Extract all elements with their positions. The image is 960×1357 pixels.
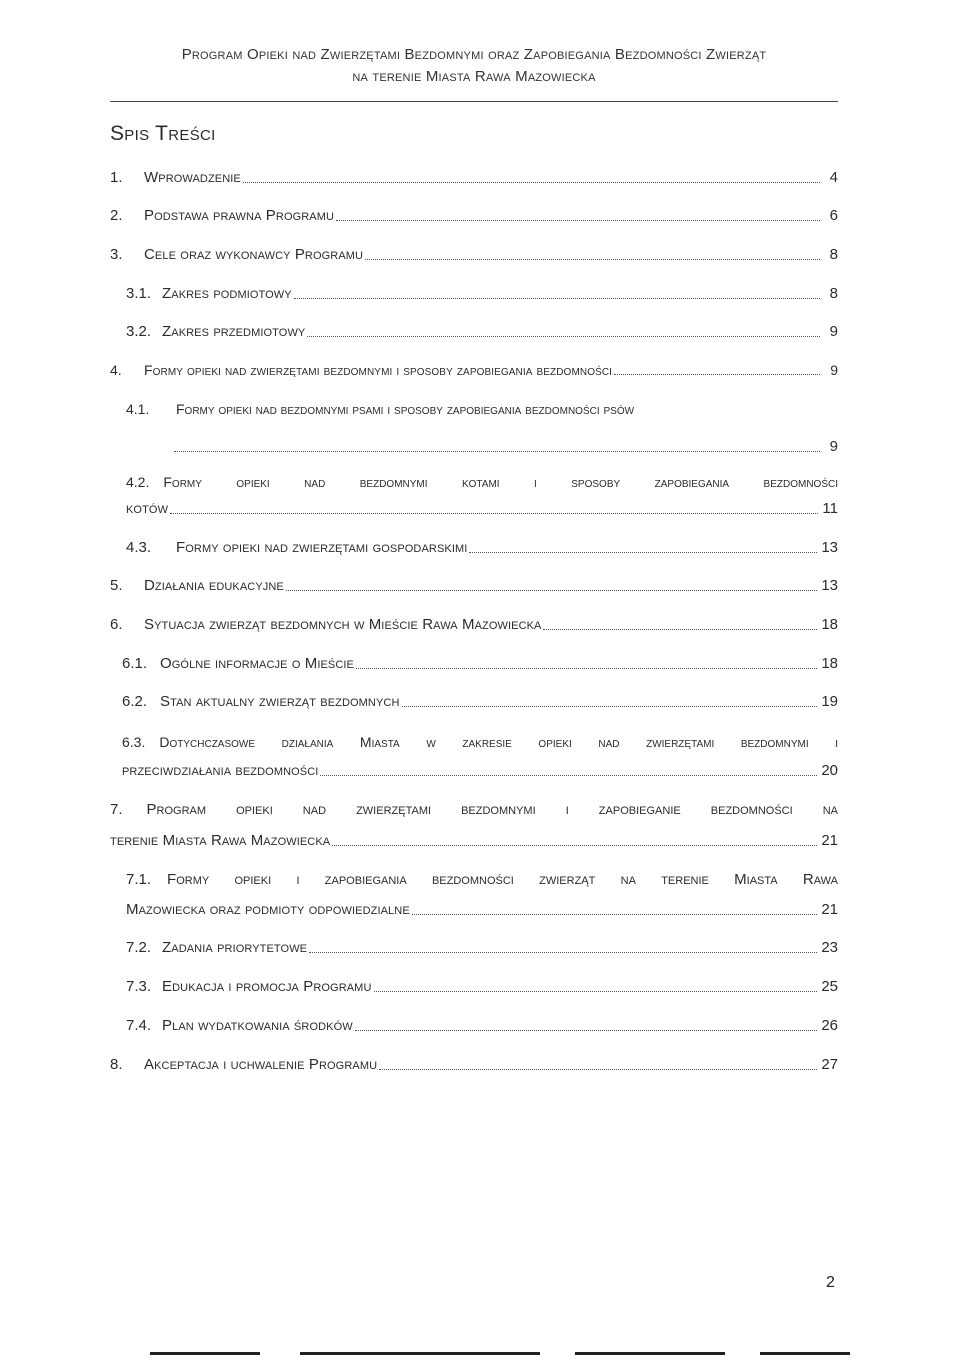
dot-leader [170, 513, 818, 514]
dot-leader [412, 914, 818, 915]
toc-entry-number: 6.2. [122, 693, 148, 710]
toc-entry-page: 21 [821, 901, 838, 918]
toc-entry-number: 3.1. [126, 285, 152, 302]
toc-entry-text: Dotychczasowe działania Miasta w zakresie opieki nad zwierzętami bezdomnymi i [159, 734, 838, 750]
toc-entry-text: Formy opieki nad zwierzętami gospodarskimi [176, 539, 468, 556]
dot-leader [543, 629, 817, 630]
toc-entry-text: Stan aktualny zwierząt bezdomnych [160, 693, 400, 710]
toc-entry[interactable] [122, 692, 838, 712]
toc-entry[interactable] [110, 615, 838, 635]
dot-leader [243, 182, 820, 183]
dot-leader [332, 845, 817, 846]
toc-entry-text: Sytuacja zwierząt bezdomnych w Mieście Rawa Mazowiecka [144, 616, 542, 633]
toc-entry-page: 25 [821, 978, 838, 995]
toc-entry-text: Formy opieki nad bezdomnymi psami i sposoby zapobiegania bezdomności psów [176, 401, 635, 417]
toc-entry-first-line[interactable] [126, 399, 634, 419]
toc-entry-text: terenie Miasta Rawa Mazowiecka [110, 832, 331, 849]
toc-entry-continuation[interactable] [126, 900, 838, 920]
toc-entry-text: Formy opieki i zapobiegania bezdomności zwierząt na terenie Miasta Rawa [167, 871, 838, 888]
toc-entry-text: Formy opieki nad bezdomnymi kotami i sposoby zapobiegania bezdomności [163, 474, 838, 490]
toc-entry-number: 2. [110, 207, 123, 224]
toc-entry-number: 3. [110, 246, 123, 263]
toc-entry[interactable] [126, 322, 838, 342]
toc-entry-number: 6.1. [122, 655, 148, 672]
toc-entry-continuation[interactable] [110, 831, 838, 851]
toc-entry-number: 4.2. [126, 474, 150, 490]
dot-leader [374, 991, 818, 992]
toc-entry-number: 7.3. [126, 978, 152, 995]
dot-leader [402, 706, 818, 707]
toc-entry-page: 21 [821, 832, 838, 849]
dot-leader [286, 590, 817, 591]
toc-entry-continuation[interactable] [126, 499, 838, 519]
dot-leader [356, 668, 817, 669]
toc-entry-page: 4 [829, 169, 838, 186]
dot-leader [379, 1069, 817, 1070]
toc-entry-text: Podstawa prawna Programu [144, 207, 335, 224]
dot-leader [614, 374, 820, 375]
dot-leader [320, 775, 817, 776]
page-number: 2 [826, 1274, 835, 1291]
toc-entry-text: przeciwdziałania bezdomności [122, 762, 319, 779]
toc-entry-number: 7.4. [126, 1017, 152, 1034]
toc-entry-page: 9 [829, 438, 838, 455]
toc-entry-text: Ogólne informacje o Mieście [160, 655, 354, 672]
toc-entry-page: 6 [829, 207, 838, 224]
toc-entry-text: Zakres podmiotowy [162, 285, 292, 302]
toc-entry[interactable] [110, 245, 838, 265]
toc-entry[interactable] [126, 938, 838, 958]
toc-entry-text: Wprowadzenie [144, 169, 241, 186]
toc-entry[interactable] [110, 168, 838, 188]
toc-entry-page: 19 [821, 693, 838, 710]
toc-entry-text: Formy opieki nad zwierzętami bezdomnymi i sposoby zapobiegania bezdomności [144, 362, 613, 378]
toc-entry-number: 4.3. [126, 539, 152, 556]
toc-entry-number: 7. [110, 801, 123, 818]
toc-entry-continuation[interactable] [122, 761, 838, 781]
toc-entry-text: Zadania priorytetowe [162, 939, 308, 956]
toc-entry-page: 8 [829, 285, 838, 302]
toc-entry-first-line[interactable] [126, 472, 838, 492]
toc-entry-number: 7.1. [126, 871, 152, 888]
toc-entry-number: 6.3. [122, 734, 146, 750]
toc-entry-page: 23 [821, 939, 838, 956]
toc-entry-number: 8. [110, 1056, 123, 1073]
toc-entry-first-line[interactable] [122, 732, 838, 752]
toc-entry-continuation[interactable] [174, 437, 838, 457]
dot-leader [355, 1030, 818, 1031]
dot-leader [174, 451, 820, 452]
toc-entry-page: 9 [829, 323, 838, 340]
toc-entry-page: 27 [821, 1056, 838, 1073]
dot-leader [336, 220, 820, 221]
toc-entry-text: Zakres przedmiotowy [162, 323, 306, 340]
toc-entry-page: 11 [822, 500, 838, 517]
toc-entry-page: 8 [829, 246, 838, 263]
document-header [110, 44, 838, 88]
toc-entry-text: Program opieki nad zwierzętami bezdomnymi i zapobieganie bezdomności na [146, 801, 838, 818]
toc-entry[interactable] [110, 1055, 838, 1075]
toc-entry-page: 18 [821, 655, 838, 672]
toc-entry-number: 1. [110, 169, 123, 186]
toc-entry-number: 3.2. [126, 323, 152, 340]
toc-entry-page: 9 [830, 362, 838, 378]
toc-entry[interactable] [126, 284, 838, 304]
toc-entry-number: 4.1. [126, 401, 150, 417]
toc-entry-page: 20 [821, 762, 838, 779]
dot-leader [365, 259, 820, 260]
toc-entry-number: 4. [110, 362, 122, 378]
toc-entry-number: 6. [110, 616, 123, 633]
toc-entry[interactable] [110, 576, 838, 596]
toc-entry-number: 5. [110, 577, 123, 594]
toc-entry-text: Plan wydatkowania środków [162, 1017, 353, 1034]
dot-leader [307, 336, 820, 337]
dot-leader [309, 952, 817, 953]
toc-entry[interactable] [110, 360, 838, 380]
dot-leader [469, 552, 817, 553]
toc-entry[interactable] [126, 977, 838, 997]
toc-entry[interactable] [110, 206, 838, 226]
toc-entry[interactable] [126, 538, 838, 558]
toc-entry-text: Akceptacja i uchwalenie Programu [144, 1056, 378, 1073]
toc-entry-text: Działania edukacyjne [144, 577, 284, 594]
toc-entry-page: 13 [821, 577, 838, 594]
toc-entry[interactable] [126, 1016, 838, 1036]
dot-leader [294, 298, 820, 299]
toc-entry-text: Edukacja i promocja Programu [162, 978, 372, 995]
toc-entry-first-line[interactable] [110, 800, 838, 820]
toc-entry-text: Mazowiecka oraz podmioty odpowiedzialne [126, 901, 410, 918]
toc-entry-first-line[interactable] [126, 870, 838, 890]
header-line-1: Program Opieki nad Zwierzętami Bezdomnymi oraz Zapobiegania Bezdomności Zwierząt [181, 46, 767, 63]
toc-entry[interactable] [122, 654, 838, 674]
toc-entry-page: 26 [821, 1017, 838, 1034]
header-divider [110, 101, 838, 102]
toc-entry-number: 7.2. [126, 939, 152, 956]
toc-entry-text: kotów [126, 500, 169, 517]
toc-entry-page: 18 [821, 616, 838, 633]
toc-entry-page: 13 [821, 539, 838, 556]
header-line-2: na terenie Miasta Rawa Mazowiecka [352, 68, 596, 85]
toc-title: Spis Treści [110, 122, 216, 145]
scan-edge-marks [0, 1352, 960, 1357]
toc-entry-text: Cele oraz wykonawcy Programu [144, 246, 364, 263]
